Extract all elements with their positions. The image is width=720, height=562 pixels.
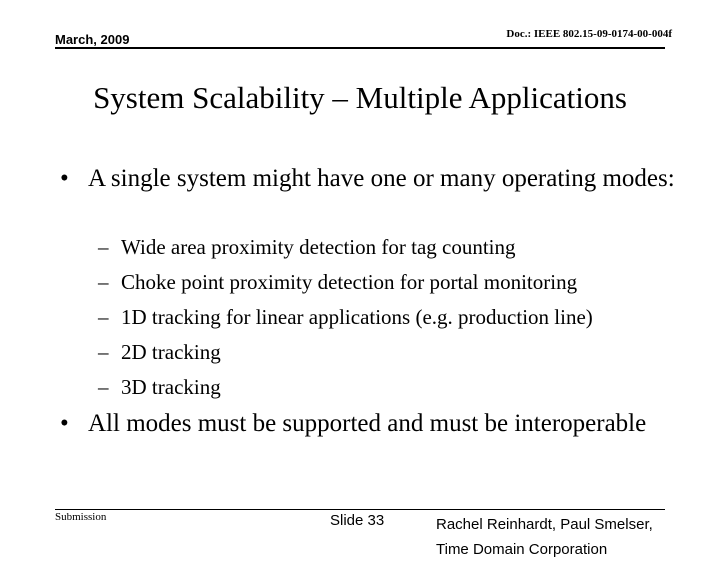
- bullet-interoperable: [60, 409, 680, 439]
- dash-mark: –: [98, 305, 109, 329]
- dash-mark: –: [98, 235, 109, 259]
- footer-rule: [55, 509, 665, 510]
- footer-slide-number: Slide 33: [330, 512, 385, 529]
- bullet-text: All modes must be supported and must be interoperable: [88, 410, 647, 437]
- dash-mark: –: [98, 270, 109, 294]
- slide-title: System Scalability – Multiple Applications: [93, 80, 627, 115]
- footer-author: [436, 512, 716, 562]
- list-item: [98, 337, 698, 372]
- list-item-text: 3D tracking: [121, 375, 221, 399]
- list-item: [98, 232, 698, 267]
- list-item-text: 2D tracking: [121, 340, 221, 364]
- operating-modes-list: [98, 232, 698, 407]
- bullet-text: A single system might have one or many operating modes:: [88, 165, 675, 192]
- footer-author-line2: Time Domain Corporation: [436, 541, 608, 558]
- footer-submission: Submission: [55, 511, 107, 523]
- list-item: [98, 267, 698, 302]
- bullet-mark: •: [60, 165, 69, 192]
- list-item-text: Wide area proximity detection for tag counting: [121, 235, 516, 259]
- list-item-text: Choke point proximity detection for portal monitoring: [121, 270, 578, 294]
- header-date: March, 2009: [55, 32, 130, 47]
- list-item: [98, 302, 698, 337]
- header-doc-id: Doc.: IEEE 802.15-09-0174-00-004f: [506, 28, 672, 40]
- dash-mark: –: [98, 375, 109, 399]
- bullet-operating-modes: [60, 164, 680, 194]
- footer-author-line1: Rachel Reinhardt, Paul Smelser,: [436, 516, 653, 533]
- bullet-mark: •: [60, 410, 69, 437]
- dash-mark: –: [98, 340, 109, 364]
- list-item: [98, 372, 698, 407]
- list-item-text: 1D tracking for linear applications (e.g. production line): [121, 305, 593, 329]
- header-rule: [55, 47, 665, 49]
